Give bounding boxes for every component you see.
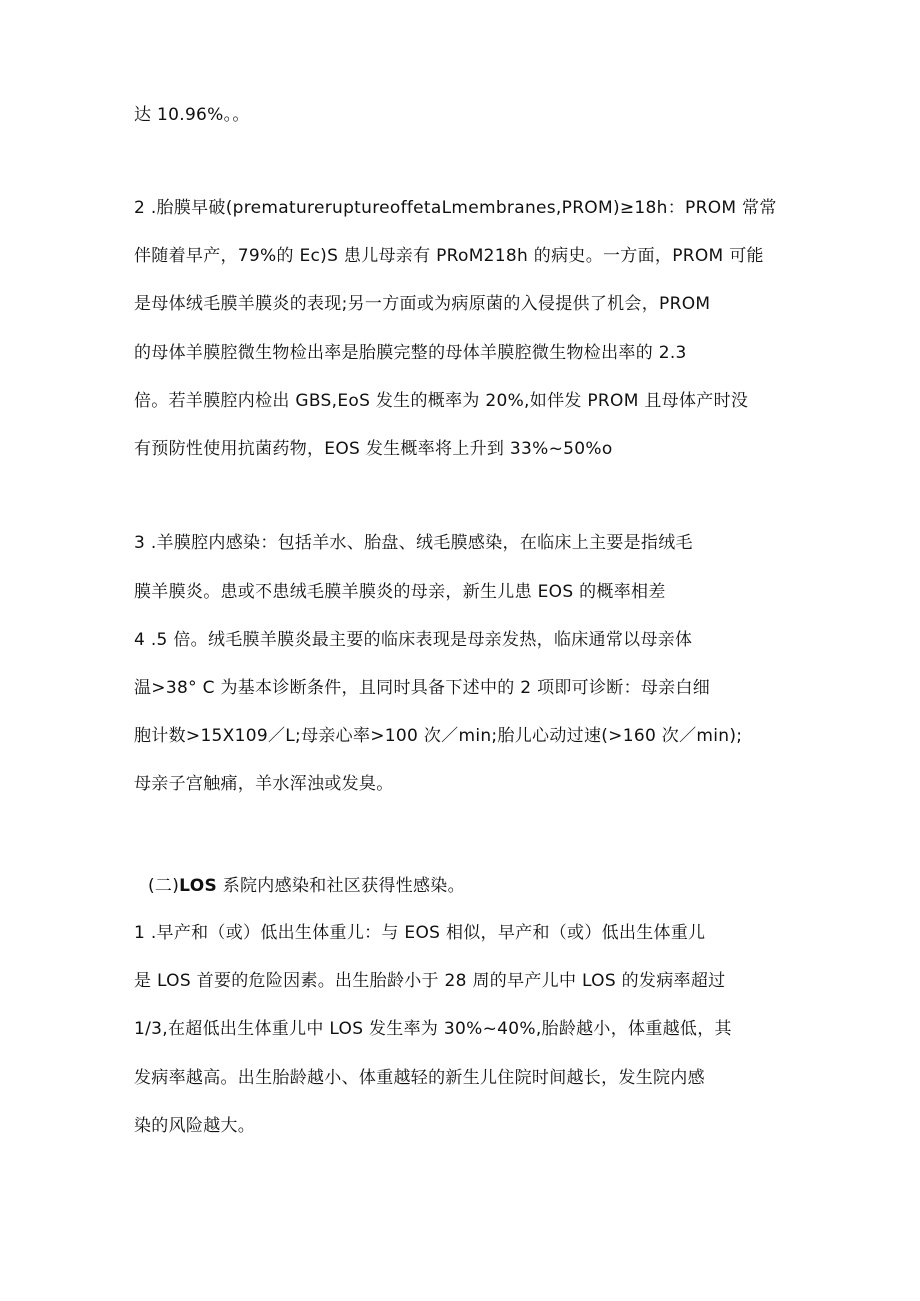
paragraph-line: 有预防性使用抗菌药物，EOS 发生概率将上升到 33%~50%o xyxy=(134,439,613,459)
paragraph-line: 达 10.96%。。 xyxy=(134,105,250,125)
paragraph-line: 的母体羊膜腔微生物检出率是胎膜完整的母体羊膜腔微生物检出率的 2.3 xyxy=(134,343,687,363)
paragraph-line: 2 .胎膜早破(prematureruptureoffetaLmembranes,PROM)≥18h：PROM 常常 xyxy=(134,198,777,218)
paragraph-line: 发病率越高。出生胎龄越小、体重越轻的新生儿住院时间越长，发生院内感 xyxy=(134,1068,705,1088)
paragraph-line: 4 .5 倍。绒毛膜羊膜炎最主要的临床表现是母亲发热，临床通常以母亲体 xyxy=(134,630,693,650)
paragraph-line: 1 .早产和（或）低出生体重儿：与 EOS 相似，早产和（或）低出生体重儿 xyxy=(134,923,706,943)
paragraph-line: 温>38° C 为基本诊断条件，且同时具备下述中的 2 项即可诊断：母亲白细 xyxy=(134,678,711,698)
section-heading xyxy=(148,874,465,898)
paragraph-line: 3 .羊膜腔内感染：包括羊水、胎盘、绒毛膜感染，在临床上主要是指绒毛 xyxy=(134,533,693,553)
paragraph-line: 母亲子宫触痛，羊水浑浊或发臭。 xyxy=(134,774,394,794)
paragraph-line: 是母体绒毛膜羊膜炎的表现;另一方面或为病原菌的入侵提供了机会，PROM xyxy=(134,294,711,314)
paragraph-line: 是 LOS 首要的危险因素。出生胎龄小于 28 周的早产儿中 LOS 的发病率超过 xyxy=(134,971,726,991)
paragraph-line: 倍。若羊膜腔内检出 GBS,EoS 发生的概率为 20%,如伴发 PROM 且母体产时没 xyxy=(134,391,749,411)
section-heading-bold: LOS xyxy=(179,876,217,896)
paragraph-line: 膜羊膜炎。患或不患绒毛膜羊膜炎的母亲，新生儿患 EOS 的概率相差 xyxy=(134,582,666,602)
paragraph-line: 胞计数>15X109／L;母亲心率>100 次／min;胎儿心动过速(>160 次／min); xyxy=(134,726,743,746)
section-heading-prefix: (二) xyxy=(148,876,180,896)
paragraph-line: 伴随着早产，79%的 Ec)S 患儿母亲有 PRoM218h 的病史。一方面，PROM 可能 xyxy=(134,246,764,266)
section-heading-rest: 系院内感染和社区获得性感染。 xyxy=(217,876,465,896)
paragraph-line: 染的风险越大。 xyxy=(134,1116,256,1136)
paragraph-line: 1/3,在超低出生体重儿中 LOS 发生率为 30%~40%,胎龄越小，体重越低，其 xyxy=(134,1019,732,1039)
